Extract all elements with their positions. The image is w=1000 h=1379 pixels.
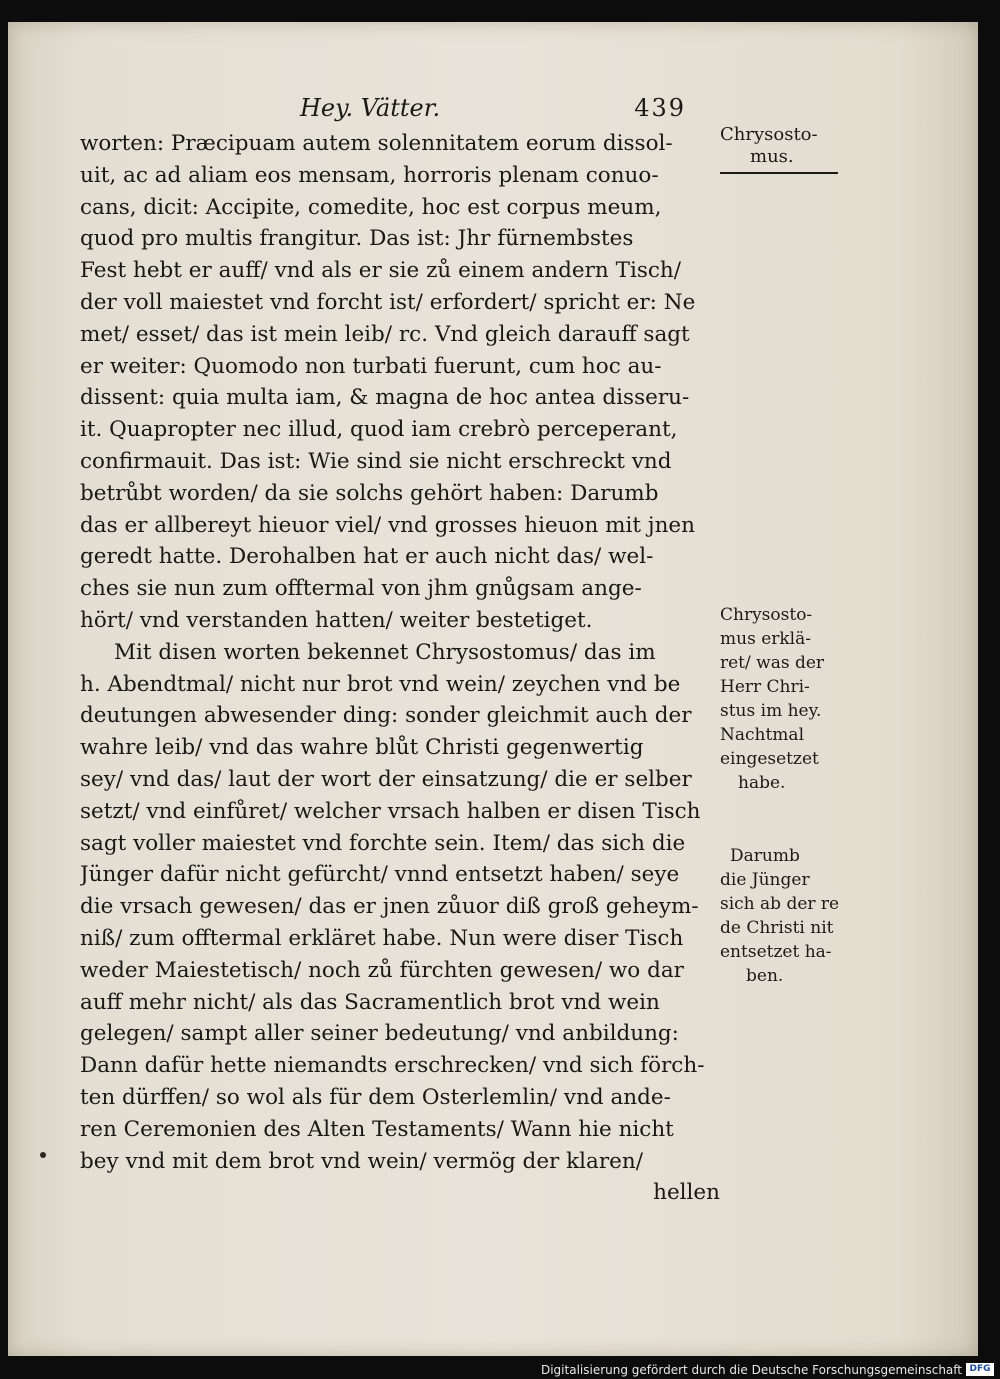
text-line: it. Quapropter nec illud, quod iam crebrò perceperant, <box>80 417 678 443</box>
text-line: weder Maiestetisch/ noch zů fürchten gewesen/ wo dar <box>80 957 684 983</box>
text-line: betrůbt worden/ da sie solchs gehört haben: Darumb <box>80 480 659 506</box>
marginal-line: ret/ was der <box>720 653 825 673</box>
marginal-note-2 <box>720 603 850 795</box>
text-line: Mit disen worten bekennet Chrysostomus/ das im <box>114 639 656 665</box>
text-line: h. Abendtmal/ nicht nur brot vnd wein/ zeychen vnd be <box>80 671 681 697</box>
text-line: sagt voller maiestet vnd forchte sein. Item/ das sich die <box>80 830 686 856</box>
marginal-line: Darumb <box>730 846 800 866</box>
text-line: cans, dicit: Accipite, comedite, hoc est corpus meum, <box>80 194 662 220</box>
text-line: ren Ceremonien des Alten Testaments/ Wann hie nicht <box>80 1116 674 1142</box>
text-line: setzt/ vnd einfůret/ welcher vrsach halben er disen Tisch <box>80 798 701 824</box>
marginal-line: Chrysosto- <box>720 605 813 625</box>
text-line: gelegen/ sampt aller seiner bedeutung/ vnd anbildung: <box>80 1021 679 1047</box>
digitization-credit <box>0 1361 1000 1379</box>
marginal-line: die Jünger <box>720 870 810 890</box>
marginal-line: Chrysosto- <box>720 124 818 145</box>
text-line: sey/ vnd das/ laut der wort der einsatzung/ die er selber <box>80 766 692 792</box>
marginal-line: Herr Chri- <box>720 677 810 697</box>
text-line: confirmauit. Das ist: Wie sind sie nicht erschreckt vnd <box>80 448 672 474</box>
catchword: hellen <box>653 1180 720 1206</box>
main-text <box>80 128 720 1209</box>
text-line: Dann dafür hette niemandts erschrecken/ vnd sich förch- <box>80 1053 705 1079</box>
text-line: er weiter: Quomodo non turbati fuerunt, cum hoc au- <box>80 353 662 379</box>
text-line: worten: Præcipuam autem solennitatem eorum dissol- <box>80 131 673 156</box>
text-line: wahre leib/ vnd das wahre blůt Christi gegenwertig <box>80 735 644 761</box>
text-line: deutungen abwesender ding: sonder gleichmit auch der <box>80 703 692 729</box>
text-line: niß/ zum offtermal erkläret habe. Nun were diser Tisch <box>80 925 684 951</box>
marginal-line: ben. <box>746 966 784 986</box>
text-line: ten dürffen/ so wol als für dem Osterlemlin/ vnd ande- <box>80 1084 671 1110</box>
marginal-line: mus. <box>750 146 794 167</box>
credit-text: Digitalisierung gefördert durch die Deutsche Forschungsgemeinschaft <box>540 1363 962 1377</box>
marginal-line: habe. <box>738 773 786 793</box>
marginal-note-1 <box>720 124 850 174</box>
ink-spot <box>40 1152 46 1158</box>
marginal-line: eingesetzet <box>720 749 819 769</box>
text-line: ches sie nun zum offtermal von jhm gnůgsam ange- <box>80 576 642 602</box>
text-line: dissent: quia multa iam, & magna de hoc antea disseru- <box>80 385 690 411</box>
text-line: das er allbereyt hieuor viel/ vnd grosses hieuon mit jnen <box>80 512 695 538</box>
text-line: met/ esset/ das ist mein leib/ rc. Vnd gleich darauff sagt <box>80 321 690 347</box>
text-line: hört/ vnd verstanden hatten/ weiter bestetiget. <box>80 607 593 633</box>
marginal-line: mus erklä- <box>720 629 812 649</box>
text-line: Jünger dafür nicht gefürcht/ vnnd entsetzt haben/ seye <box>80 862 680 888</box>
marginal-line: Nachtmal <box>720 725 805 745</box>
page-header <box>300 94 700 128</box>
text-line: uit, ac ad aliam eos mensam, horroris plenam conuo- <box>80 162 659 188</box>
text-line: quod pro multis frangitur. Das ist: Jhr fürnembstes <box>80 226 634 252</box>
text-line: der voll maiestet vnd forcht ist/ erfordert/ spricht er: Ne <box>80 289 696 315</box>
text-line: bey vnd mit dem brot vnd wein/ vermög der klaren/ <box>80 1148 643 1174</box>
marginal-note-3 <box>720 844 850 988</box>
text-line: geredt hatte. Derohalben hat er auch nicht das/ wel- <box>80 544 654 570</box>
dfg-logo: DFG <box>966 1363 994 1376</box>
marginal-line: de Christi nit <box>720 918 834 938</box>
running-title: Hey. Vätter. <box>300 94 441 122</box>
marginal-divider <box>720 172 838 174</box>
marginal-line: stus im hey. <box>720 701 822 721</box>
text-line: Fest hebt er auff/ vnd als er sie zů einem andern Tisch/ <box>80 258 681 284</box>
page-number: 439 <box>634 94 686 122</box>
text-line: auff mehr nicht/ als das Sacramentlich brot vnd wein <box>80 989 660 1015</box>
text-line: die vrsach gewesen/ das er jnen zůuor diß groß geheym- <box>80 894 699 920</box>
marginal-line: sich ab der re <box>720 894 840 914</box>
marginal-line: entsetzet ha- <box>720 942 832 962</box>
